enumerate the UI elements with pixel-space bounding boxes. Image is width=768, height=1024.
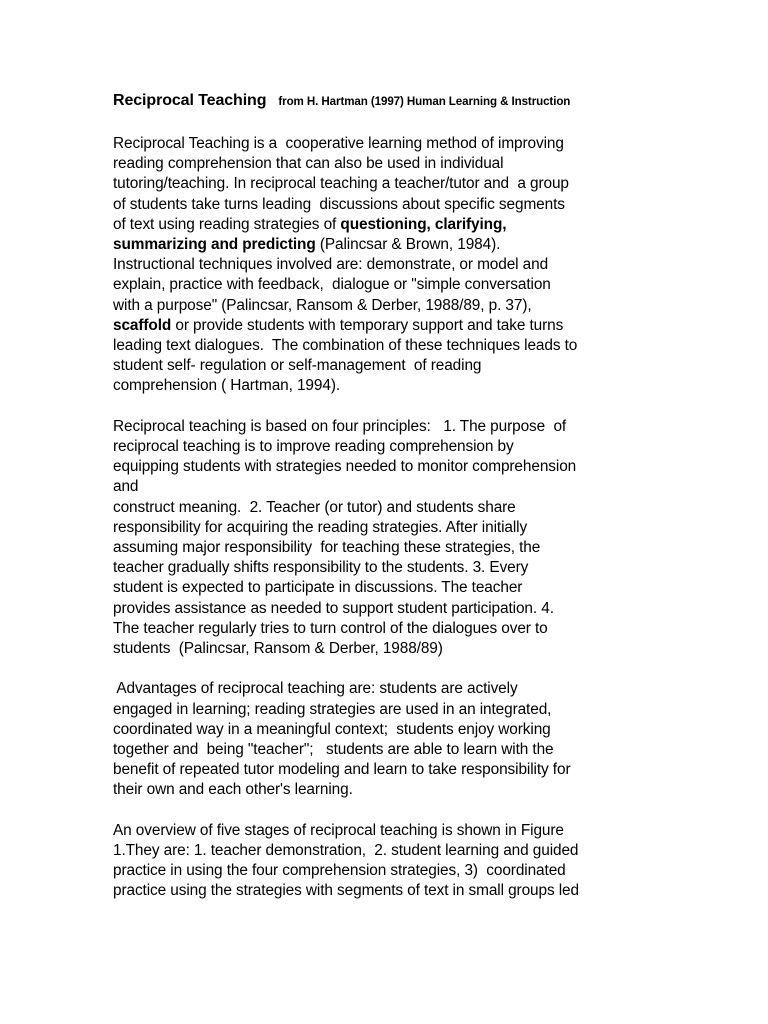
text-line: An overview of five stages of reciprocal teaching is shown in Figure: [113, 821, 564, 839]
text-line: [113, 316, 658, 336]
text-line: Reciprocal teaching is based on four principles: 1. The purpose of: [113, 417, 567, 435]
text-line: Reciprocal Teaching is a cooperative learning method of improving: [113, 135, 564, 152]
text-line: reciprocal teaching is to improve reading comprehension by: [113, 438, 514, 456]
text-line: student is expected to participate in discussions. The teacher: [113, 579, 523, 597]
text-segment: or provide students with temporary support and take turns: [171, 316, 564, 334]
document-source: from H. Hartman (1997) Human Learning & Instruction: [278, 95, 571, 108]
text-line: tutoring/teaching. In reciprocal teaching a teacher/tutor and a group: [113, 175, 569, 193]
text-line: comprehension ( Hartman, 1994).: [113, 377, 341, 395]
text-line: coordinated way in a meaningful context; students enjoy working: [113, 720, 551, 738]
text-line: responsibility for acquiring the reading strategies. After initially: [113, 518, 528, 536]
text-line: explain, practice with feedback, dialogue or "simple conversation: [113, 276, 551, 294]
text-line: The teacher regularly tries to turn control of the dialogues over to: [113, 619, 548, 637]
text-line: engaged in learning; reading strategies are used in an integrated,: [113, 700, 552, 718]
text-segment: of text using reading strategies of: [113, 215, 341, 233]
text-line: Advantages of reciprocal teaching are: students are actively: [113, 680, 518, 698]
text-segment: (Palincsar & Brown, 1984).: [315, 236, 501, 254]
text-line: reading comprehension that can also be used in individual: [113, 155, 504, 173]
text-line: construct meaning. 2. Teacher (or tutor) and students share: [113, 498, 516, 516]
bold-term: scaffold: [113, 316, 172, 334]
paragraph-intro: [113, 134, 658, 397]
text-line: equipping students with strategies needed to monitor comprehension: [113, 458, 577, 476]
text-line: assuming major responsibility for teaching these strategies, the: [113, 539, 541, 557]
paragraph-stages: [113, 821, 658, 902]
text-line: benefit of repeated tutor modeling and learn to take responsibility for: [113, 761, 571, 779]
document-title: Reciprocal Teaching: [113, 92, 267, 109]
text-line: their own and each other's learning.: [113, 781, 353, 799]
paragraph-principles: [113, 417, 658, 659]
text-line: 1.They are: 1. teacher demonstration, 2. student learning and guided: [113, 842, 579, 860]
bold-term: questioning, clarifying,: [340, 215, 507, 233]
text-line: Instructional techniques involved are: demonstrate, or model and: [113, 256, 549, 274]
text-line: students (Palincsar, Ransom & Derber, 1988/89): [113, 640, 443, 658]
text-line: practice in using the four comprehension strategies, 3) coordinated: [113, 862, 566, 880]
document-heading: [113, 89, 658, 114]
text-line: and: [113, 478, 139, 496]
text-line: teacher gradually shifts responsibility to the students. 3. Every: [113, 559, 529, 577]
text-line: [113, 215, 658, 235]
text-line: provides assistance as needed to support student participation. 4.: [113, 599, 554, 617]
document-body: [113, 89, 658, 922]
text-line: leading text dialogues. The combination of these techniques leads to: [113, 337, 578, 355]
text-line: practice using the strategies with segments of text in small groups led: [113, 882, 579, 900]
text-line: with a purpose" (Palincsar, Ransom & Derber, 1988/89, p. 37),: [113, 296, 532, 314]
paragraph-advantages: [113, 679, 658, 800]
text-line: [113, 235, 658, 255]
bold-term: summarizing and predicting: [113, 236, 316, 254]
text-line: of students take turns leading discussions about specific segments: [113, 195, 565, 213]
text-line: student self- regulation or self-management of reading: [113, 357, 482, 375]
text-line: together and being "teacher"; students are able to learn with the: [113, 741, 554, 759]
